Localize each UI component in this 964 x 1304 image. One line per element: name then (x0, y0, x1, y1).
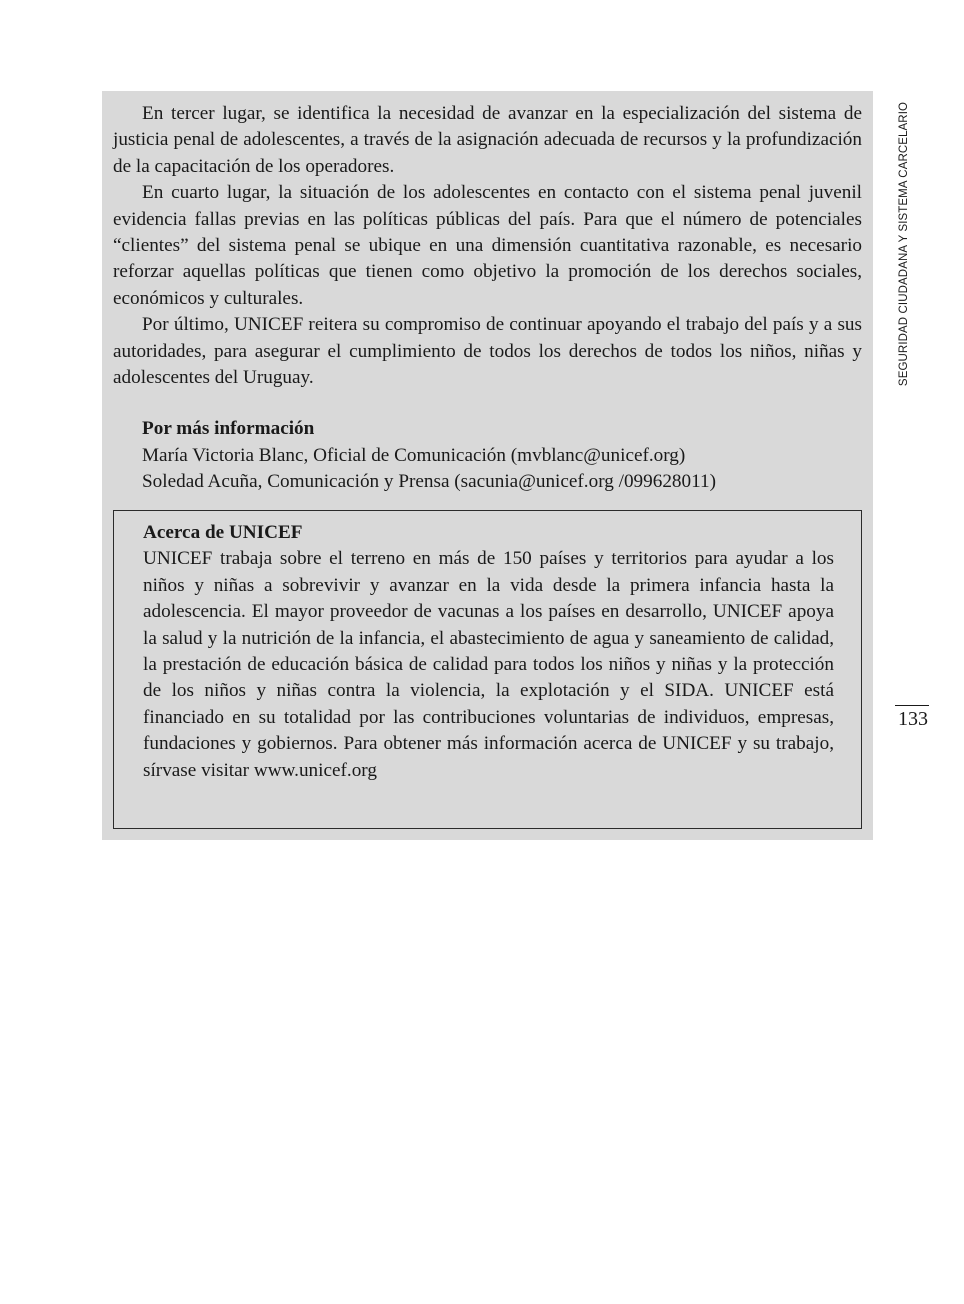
more-info-section (113, 416, 862, 495)
page-number: 133 (898, 708, 928, 730)
press-release-panel (102, 91, 873, 840)
contact-maria-victoria-blanc: María Victoria Blanc, Oficial de Comunicación (mvblanc@unicef.org) (142, 444, 686, 466)
paragraph-conclusion: Por último, UNICEF reitera su compromiso de continuar apoyando el trabajo del país y a sus autoridades, para asegurar el cumplimiento de todos los derechos de todos los niños, niñas y adolescentes del Uruguay. (113, 314, 862, 389)
about-unicef-body: UNICEF trabaja sobre el terreno en más de 150 países y territorios para ayudar a los niños y niñas a sobrevivir y avanzar en la vida desde la primera infancia hasta la adolescencia. El mayor proveedor de vacunas a los países en desarrollo, UNICEF apoya la salud y la nutrición de la infancia, el abastecimiento de agua y saneamiento de calidad, la prestación de educación básica de calidad para todos los niños y niñas y la protección de los niños y niñas contra la violencia, la explotación y el SIDA. UNICEF está financiado en su totalidad por las contribuciones voluntarias de individuos, empresas, fundaciones y gobiernos. Para obtener más información acerca de UNICEF y su trabajo, sírvase visitar www.unicef.org (143, 548, 834, 781)
running-head-text: SEGURIDAD CIUDADANA Y SISTEMA CARCELARIO (898, 101, 910, 387)
paragraph-third-point: En tercer lugar, se identifica la necesidad de avanzar en la especialización del sistema de justicia penal de adolescentes, a través de la asignación adecuada de recursos y la profundización de la capacitación de los operadores. (113, 103, 862, 177)
paragraph-fourth-point: En cuarto lugar, la situación de los adolescentes en contacto con el sistema penal juvenil evidencia fallas previas en las políticas públicas del país. Para que el número de potenciales “clientes” del sistema penal se ubique en una dimensión cuantitativa razonable, es necesario reforzar aquellas políticas que tienen como objetivo la promoción de los derechos sociales, económicos y culturales. (113, 182, 862, 309)
running-head (891, 102, 917, 386)
page-number-rule (895, 705, 929, 706)
about-unicef-heading: Acerca de UNICEF (143, 522, 303, 543)
contact-soledad-acuna: Soledad Acuña, Comunicación y Prensa (sacunia@unicef.org /099628011) (142, 471, 716, 493)
about-unicef-box (113, 510, 862, 829)
more-info-heading: Por más información (142, 418, 315, 440)
